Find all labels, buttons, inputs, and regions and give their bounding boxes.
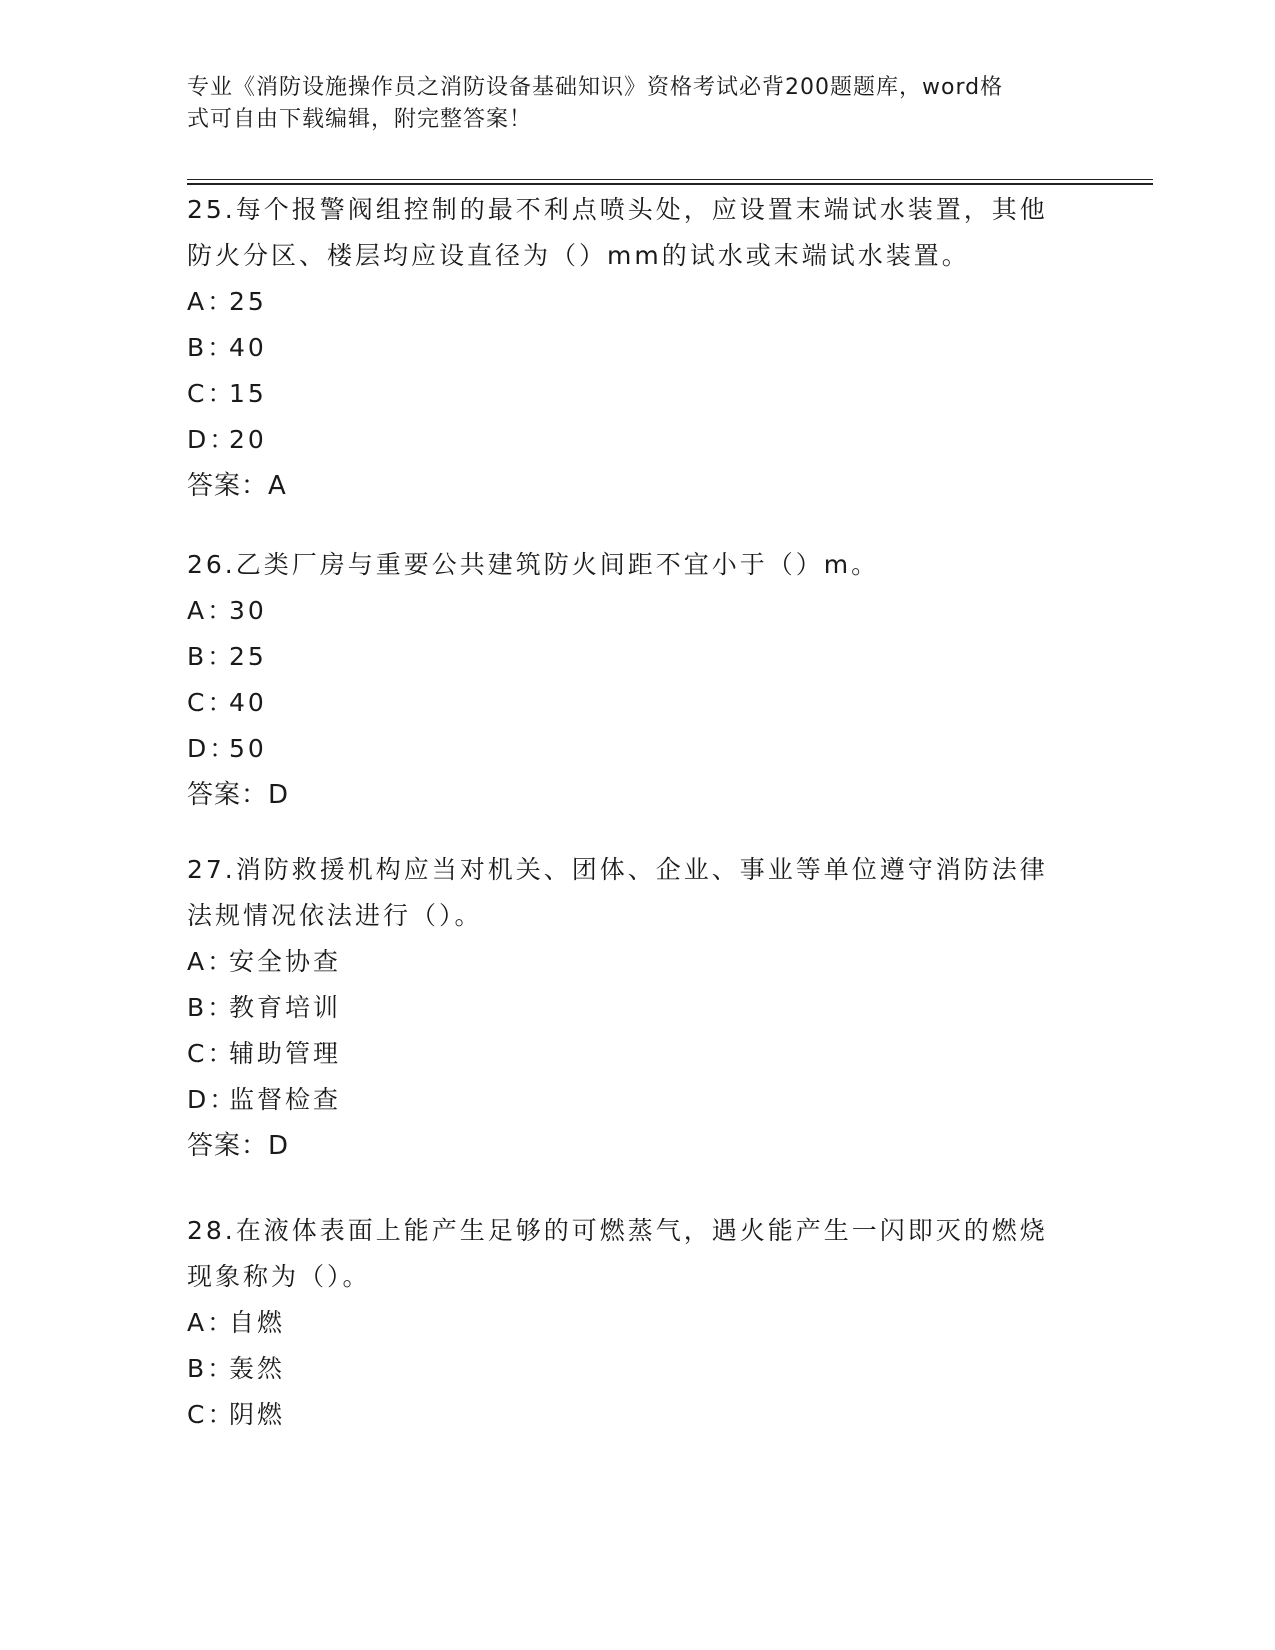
option-c bbox=[187, 1392, 1087, 1438]
option-b bbox=[187, 634, 1087, 680]
option-a bbox=[187, 939, 1087, 985]
option-key: D： bbox=[187, 425, 238, 454]
option-text: 30 bbox=[229, 596, 267, 625]
question-stem: 25.每个报警阀组控制的最不利点喷头处，应设置末端试水装置，其他 防火分区、楼层均应设直径为（）mm的试水或末端试水装置。 bbox=[187, 195, 1048, 270]
option-b bbox=[187, 985, 1087, 1031]
option-d bbox=[187, 417, 1087, 463]
option-b bbox=[187, 1346, 1087, 1392]
header-divider-thin bbox=[187, 179, 1153, 180]
option-key: C： bbox=[187, 688, 236, 717]
question-stem: 28.在液体表面上能产生足够的可燃蒸气，遇火能产生一闪即灭的燃烧 现象称为（）。 bbox=[187, 1216, 1048, 1291]
option-text: 监督检查 bbox=[229, 1085, 342, 1114]
answer-line: 答案：D bbox=[187, 780, 290, 810]
option-key: C： bbox=[187, 1400, 236, 1429]
option-d bbox=[187, 1077, 1087, 1123]
option-text: 教育培训 bbox=[229, 993, 342, 1022]
option-text: 20 bbox=[229, 425, 267, 454]
option-key: A： bbox=[187, 947, 236, 976]
option-key: A： bbox=[187, 596, 236, 625]
option-key: C： bbox=[187, 1039, 236, 1068]
option-key: A： bbox=[187, 287, 236, 316]
option-key: B： bbox=[187, 993, 236, 1022]
document-header: 专业《消防设施操作员之消防设备基础知识》资格考试必背200题题库，word格 式可自由下载编辑，附完整答案！ bbox=[187, 75, 1004, 132]
option-key: B： bbox=[187, 1354, 236, 1383]
option-key: D： bbox=[187, 734, 238, 763]
question-28 bbox=[187, 1208, 1087, 1438]
question-stem: 27.消防救援机构应当对机关、团体、企业、事业等单位遵守消防法律 法规情况依法进行（）。 bbox=[187, 855, 1048, 930]
option-key: B： bbox=[187, 333, 236, 362]
option-text: 25 bbox=[229, 642, 267, 671]
option-a bbox=[187, 588, 1087, 634]
option-text: 自燃 bbox=[229, 1308, 286, 1337]
option-text: 50 bbox=[229, 734, 267, 763]
option-text: 40 bbox=[229, 688, 267, 717]
option-key: C： bbox=[187, 379, 236, 408]
option-text: 15 bbox=[229, 379, 267, 408]
header-divider-thick bbox=[187, 183, 1153, 185]
answer-line: 答案：D bbox=[187, 1131, 290, 1161]
question-25 bbox=[187, 187, 1087, 509]
option-text: 辅助管理 bbox=[229, 1039, 342, 1068]
option-key: D： bbox=[187, 1085, 238, 1114]
option-key: B： bbox=[187, 642, 236, 671]
option-text: 安全协查 bbox=[229, 947, 342, 976]
option-c bbox=[187, 680, 1087, 726]
option-c bbox=[187, 371, 1087, 417]
option-text: 25 bbox=[229, 287, 267, 316]
option-d bbox=[187, 726, 1087, 772]
option-b bbox=[187, 325, 1087, 371]
option-text: 阴燃 bbox=[229, 1400, 286, 1429]
option-key: A： bbox=[187, 1308, 236, 1337]
option-c bbox=[187, 1031, 1087, 1077]
option-text: 40 bbox=[229, 333, 267, 362]
option-a bbox=[187, 1300, 1087, 1346]
answer-line: 答案：A bbox=[187, 471, 287, 501]
question-27 bbox=[187, 847, 1087, 1169]
option-a bbox=[187, 279, 1087, 325]
option-text: 轰然 bbox=[229, 1354, 286, 1383]
question-stem: 26.乙类厂房与重要公共建筑防火间距不宜小于（）m。 bbox=[187, 550, 880, 579]
question-26 bbox=[187, 542, 1087, 818]
